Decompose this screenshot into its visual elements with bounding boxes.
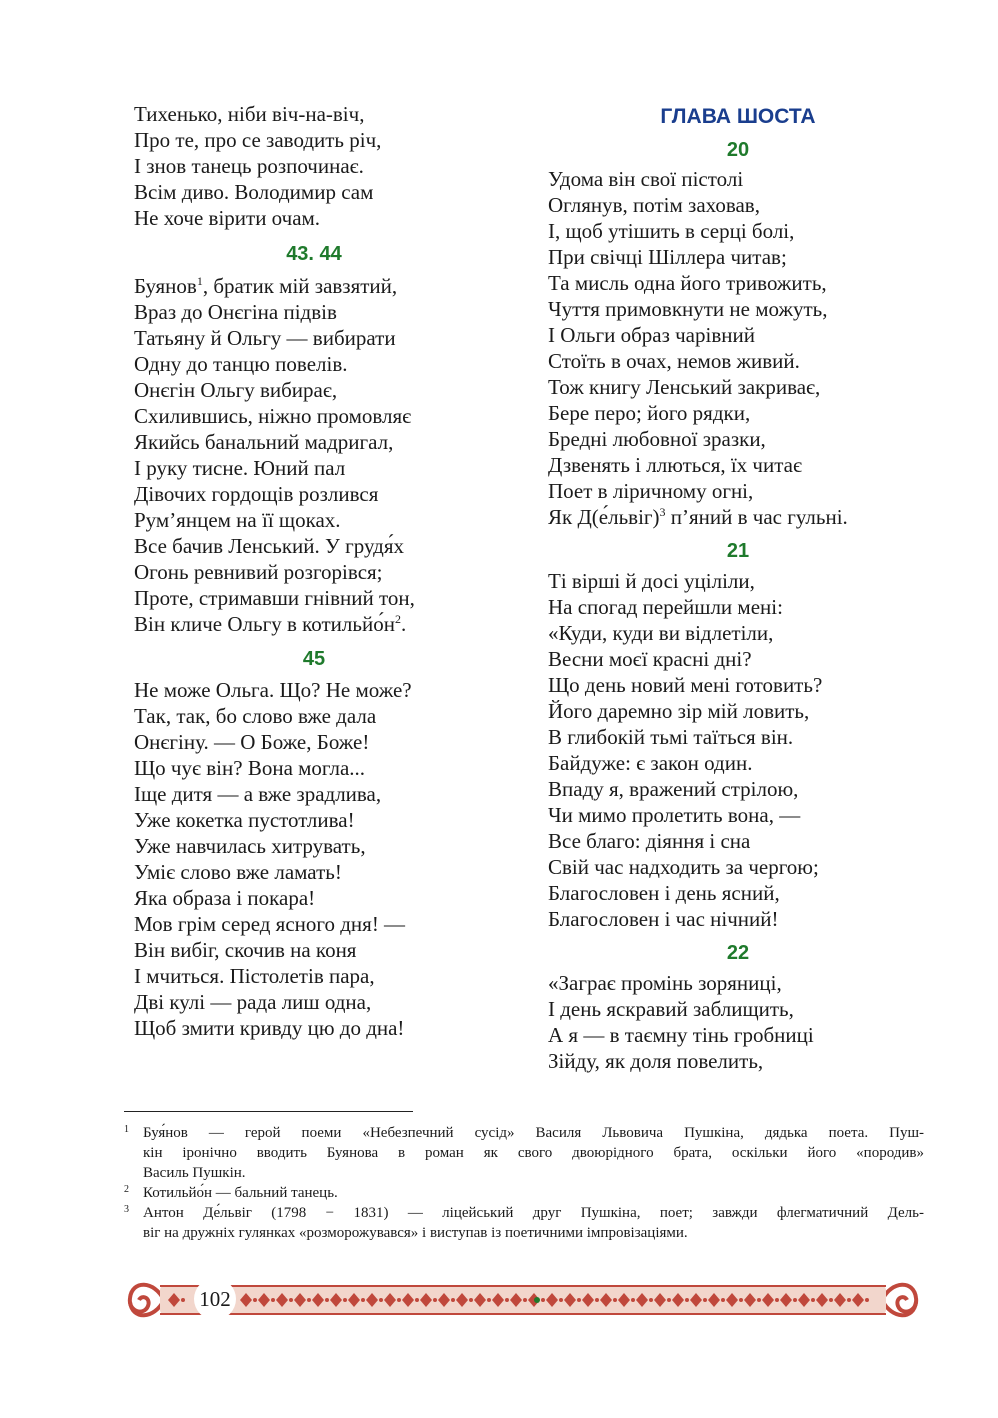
- ornament-band: [124, 1272, 922, 1328]
- ornament-dot: [685, 1298, 689, 1302]
- ornament-dot: [829, 1298, 833, 1302]
- poem-line: Всім диво. Володимир сам: [134, 180, 374, 204]
- ornament-dot: [505, 1298, 509, 1302]
- ornament-dot: [523, 1298, 527, 1302]
- stanza-heading-21: 21: [726, 540, 750, 562]
- footnote-ref-3: 3: [659, 505, 666, 519]
- ornament-dot: [865, 1298, 869, 1302]
- poem-line: Що чує він? Вона могла...: [134, 756, 366, 780]
- poem-line: «Заграє промінь зоряниці,: [548, 971, 782, 995]
- poem-line: Дзвенять і ллються, їх читає: [548, 453, 802, 477]
- ornament-dot: [577, 1298, 581, 1302]
- poem-line: Іще дитя — а вже зрадлива,: [134, 782, 382, 806]
- poem-line: Про те, про се заводить річ,: [134, 128, 382, 152]
- poem-line: Він вибіг, скочив на коня: [134, 938, 357, 962]
- stanza-heading-45: 45: [302, 648, 326, 670]
- stanza-43-44: [134, 273, 494, 637]
- poem-line: І, щоб утішить в серці болі,: [548, 219, 795, 243]
- ornament-dot: [757, 1298, 761, 1302]
- poem-line: Ті вірші й досі уціліли,: [548, 569, 755, 593]
- ornament-center-dot: [534, 1297, 540, 1303]
- footnote-ref-1: 1: [196, 274, 203, 288]
- poem-line: Тихенько, ніби віч-на-віч,: [134, 102, 365, 126]
- poem-line: Уже навчилась хитрувать,: [134, 834, 366, 858]
- stanza-heading-20: 20: [726, 139, 750, 161]
- poem-line: Все бачив Ленський. У грудя́х: [134, 534, 404, 558]
- poem-line: Впаду я, вражений стрілою,: [548, 777, 799, 801]
- ornament-dot: [559, 1298, 563, 1302]
- poem-line: Якийсь банальний мадригал,: [134, 430, 394, 454]
- poem-line: Байдуже: є закон один.: [548, 751, 753, 775]
- stanza-20: [548, 166, 928, 530]
- ornament-dot: [415, 1298, 419, 1302]
- poem-line: Бредні любовної зразки,: [548, 427, 766, 451]
- footnote-mark: 2: [124, 1184, 129, 1195]
- poem-line: Благословен і день ясний,: [548, 881, 780, 905]
- footnote-line: Василь Пушкін.: [143, 1165, 246, 1181]
- poem-line: Огонь ревнивий розгорівся;: [134, 560, 383, 584]
- ornament-dot: [775, 1298, 779, 1302]
- poem-line: Удома він свої пістолі: [548, 167, 744, 191]
- ornament-scroll-left: [130, 1285, 164, 1316]
- poem-line: Так, так, бо слово вже дала: [134, 704, 377, 728]
- poem-line: В глибокій тьмі таїться він.: [548, 725, 794, 749]
- footnote-ref-2: 2: [394, 612, 401, 626]
- ornament-dot: [847, 1298, 851, 1302]
- ornament-dot: [541, 1298, 545, 1302]
- ornament-dot: [793, 1298, 797, 1302]
- chapter-title: ГЛАВА ШОСТА: [660, 105, 816, 128]
- poem-line: Не хоче вірити очам.: [134, 206, 321, 230]
- left-column: [134, 101, 494, 1041]
- stanza-45: [134, 677, 494, 1041]
- ornament-dot: [253, 1298, 257, 1302]
- poem-text: Як Д(е́львіг): [548, 505, 660, 529]
- right-column: [548, 100, 928, 1074]
- page-number: 102: [194, 1278, 236, 1320]
- poem-line: Дівочих гордощів розлився: [134, 482, 379, 506]
- poem-line: Уже кокетка пустотлива!: [134, 808, 355, 832]
- poem-line: Дві кулі — рада лиш одна,: [134, 990, 372, 1014]
- poem-line: Стоїть в очах, немов живий.: [548, 349, 800, 373]
- ornament-dot: [469, 1298, 473, 1302]
- poem-line: [548, 504, 928, 530]
- poem-line: Весни моєї красні дні?: [548, 647, 752, 671]
- footnote-line: Котильйо́н — бальний танець.: [143, 1185, 338, 1201]
- stanza-21: [548, 568, 928, 932]
- poem-line: Схилившись, ніжно промовляє: [134, 404, 412, 428]
- poem-line: «Куди, куди ви відлетіли,: [548, 621, 774, 645]
- poem-line: Татьяну й Ольгу — вибирати: [134, 326, 396, 350]
- poem-line: Проте, стримавши гнівний тон,: [134, 586, 415, 610]
- ornament-dot: [289, 1298, 293, 1302]
- ornament-dot: [631, 1298, 635, 1302]
- poem-line: Не може Ольга. Що? Не може?: [134, 678, 412, 702]
- poem-line: Щоб змити кривду цю до дна!: [134, 1016, 405, 1040]
- ornament-dot: [595, 1298, 599, 1302]
- poem-line: Враз до Онєгіна підвів: [134, 300, 337, 324]
- footnote-line: Антон Де́львіг (1798 − 1831) — ліцейський друг Пушкіна, поет; завжди флегматичний Дель-: [143, 1205, 924, 1221]
- ornament-scroll-right: [882, 1285, 916, 1316]
- poem-line: Яка образа і покара!: [134, 886, 316, 910]
- poem-line: [134, 273, 494, 299]
- ornament-dot: [181, 1298, 185, 1302]
- poem-line: Що день новий мені готовить?: [548, 673, 823, 697]
- poem-line: І знов танець розпочинає.: [134, 154, 364, 178]
- poem-line: Одну до танцю повелів.: [134, 352, 348, 376]
- poem-text: п’яний в час гульні.: [665, 505, 848, 529]
- poem-text: Буянов: [134, 274, 197, 298]
- poem-line: І Ольги образ чарівний: [548, 323, 755, 347]
- ornament-dot: [397, 1298, 401, 1302]
- ornament-dot: [307, 1298, 311, 1302]
- ornament-dot: [361, 1298, 365, 1302]
- ornament-dot: [325, 1298, 329, 1302]
- poem-line: Онєгін Ольгу вибирає,: [134, 378, 338, 402]
- poem-line: А я — в таємну тінь гробниці: [548, 1023, 814, 1047]
- ornament-dot: [667, 1298, 671, 1302]
- poem-line: Оглянув, потім заховав,: [548, 193, 760, 217]
- poem-line: Поет в ліричному огні,: [548, 479, 754, 503]
- footnote-3: [124, 1203, 924, 1243]
- poem-line: На спогад перейшли мені:: [548, 595, 783, 619]
- stanza-heading-22: 22: [726, 942, 750, 964]
- ornament-dot: [433, 1298, 437, 1302]
- poem-line: Та мисль одна його тривожить,: [548, 271, 827, 295]
- ornament-dot: [613, 1298, 617, 1302]
- footnote-2: [124, 1183, 924, 1203]
- poem-line: Онєгіну. — О Боже, Боже!: [134, 730, 370, 754]
- poem-line: Зійду, як доля повелить,: [548, 1049, 764, 1073]
- stanza-heading-43-44: 43. 44: [286, 243, 342, 265]
- ornament-dot: [271, 1298, 275, 1302]
- ornament-dot: [811, 1298, 815, 1302]
- ornament-dot: [451, 1298, 455, 1302]
- ornament-dot: [721, 1298, 725, 1302]
- ornament-dot: [739, 1298, 743, 1302]
- poem-line: Його даремно зір мій ловить,: [548, 699, 810, 723]
- poem-line: Тож книгу Ленський закриває,: [548, 375, 821, 399]
- poem-text: , братик мій завзятий,: [202, 274, 398, 298]
- poem-line: Уміє слово вже ламать!: [134, 860, 342, 884]
- ornament-dot: [487, 1298, 491, 1302]
- footnote-line: віг на дружніх гулянках «розморожувався» і виступав із поетичними імпровізаціями.: [143, 1225, 688, 1241]
- poem-line: Чи мимо пролетить вона, —: [548, 803, 801, 827]
- poem-line: [134, 611, 494, 637]
- poem-line: При свічці Шіллера читав;: [548, 245, 787, 269]
- poem-line: Рум’янцем на її щоках.: [134, 508, 341, 532]
- ornament-dot: [703, 1298, 707, 1302]
- poem-line: І мчиться. Пістолетів пара,: [134, 964, 375, 988]
- ornament-dot: [649, 1298, 653, 1302]
- poem-line: Чуття примовкнути не можуть,: [548, 297, 828, 321]
- stanza-22: [548, 970, 928, 1074]
- poem-line: І руку тисне. Юний пал: [134, 456, 346, 480]
- ornament-dot: [343, 1298, 347, 1302]
- footnote-line: Буя́нов — герой поеми «Небезпечний сусід» Василя Львовича Пушкіна, дядька поета. Пуш-: [143, 1125, 924, 1141]
- footnote-mark: 1: [124, 1124, 129, 1135]
- poem-line: Благословен і час нічний!: [548, 907, 779, 931]
- footnote-1: [124, 1123, 924, 1183]
- ornament-dot: [379, 1298, 383, 1302]
- footnote-separator: [124, 1111, 413, 1112]
- poem-text: Він кличе Ольгу в котильйо́н: [134, 612, 395, 636]
- poem-line: Свій час надходить за чергою;: [548, 855, 819, 879]
- poem-line: Мов грім серед ясного дня! —: [134, 912, 406, 936]
- poem-text: .: [400, 612, 407, 636]
- poem-line: І день яскравий заблищить,: [548, 997, 794, 1021]
- poem-line: Все благо: діяння і сна: [548, 829, 751, 853]
- footnote-line: кін іронічно вводить Буянова в роман як свого двоюрідного брата, оскільки його «породив»: [143, 1145, 924, 1161]
- poem-line: Бере перо; його рядки,: [548, 401, 751, 425]
- stanza-42-ending: [134, 101, 494, 231]
- footnote-mark: 3: [124, 1204, 129, 1215]
- footnotes: [124, 1123, 924, 1243]
